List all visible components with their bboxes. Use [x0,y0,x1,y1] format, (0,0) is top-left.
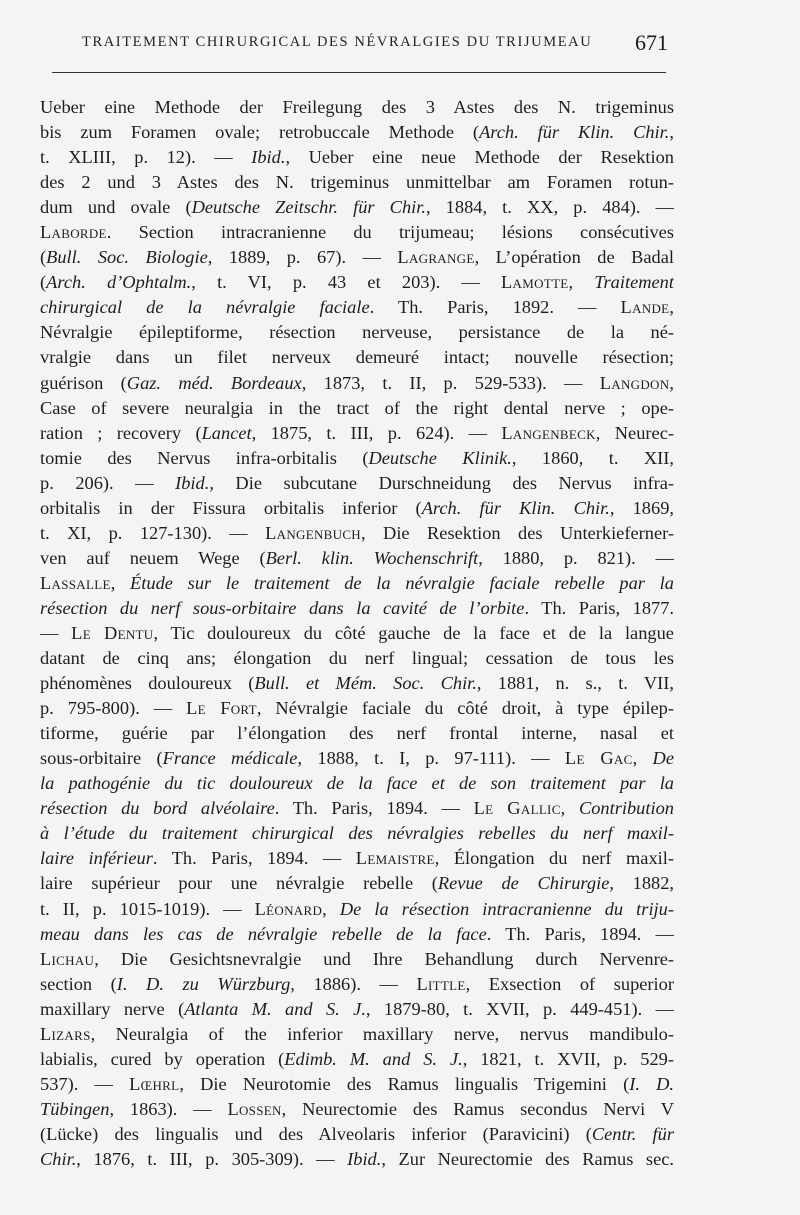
text-line [40,496,674,521]
text-segment: Case of severe neuralgia in the tract of the right dental nerve ; ope- [40,397,674,418]
italic-text: Bull. et Mém. Soc. Chir. [254,673,477,694]
italic-text: Chir. [40,1148,77,1169]
text-line [40,195,674,220]
author-name: Le Dentu [71,622,154,643]
text-segment: , 1880, p. 821). — [478,547,674,568]
text-segment: , Die Resektion des Unterkieferner- [361,522,674,543]
text-line [40,95,674,120]
text-line [40,596,674,621]
italic-text: De [652,748,674,769]
text-segment: vralgie dans un filet nerveux demeuré intact; nouvelle résection; [40,347,674,368]
italic-text: à l’étude du traitement chirurgical des névralgies rebelles du nerf maxil- [40,823,674,844]
header-rule [52,72,666,73]
text-segment: sous-orbitaire ( [40,748,163,769]
text-segment: , 1886). — [290,973,417,994]
text-line [40,521,674,546]
text-segment: datant de cinq ans; élongation du nerf lingual; cessation de tous les [40,648,674,669]
italic-text: Berl. klin. Wochenschrift [265,547,479,568]
text-line [40,295,674,320]
text-line [40,621,674,646]
author-name: Le Gac [564,748,633,769]
text-segment: , Tic douloureux du côté gauche de la face et de la langue [153,622,674,643]
italic-text: Atlanta M. and S. J. [184,998,366,1019]
text-segment: . Th. Paris, 1877. [524,597,674,618]
author-name: Laborde [40,222,107,243]
text-segment: section ( [40,973,117,994]
text-line [40,947,674,972]
text-segment: orbitalis in der Fissura orbitalis inferior ( [40,497,422,518]
text-segment: , 1888, t. I, p. 97-111). — [297,748,565,769]
italic-text: Ibid. [347,1148,382,1169]
text-segment: . Th. Paris, 1894. — [486,923,674,944]
text-line [40,1147,674,1172]
text-segment: , Neurec- [595,422,674,443]
author-name: Lamotte [501,272,569,293]
text-line [40,471,674,496]
text-segment: , Die Gesichtsnevralgie und Ihre Behandlung durch Nervenre- [94,948,674,969]
author-name: Lassalle [40,572,111,593]
italic-text: Deutsche Klinik. [368,447,512,468]
text-segment: maxillary nerve ( [40,998,185,1019]
text-segment: dum und ovale ( [40,197,192,218]
text-segment: , Die Neurotomie des Ramus lingualis Trigemini ( [179,1073,630,1094]
text-line [40,1047,674,1072]
text-segment: , 1860, t. XII, [511,447,674,468]
text-line [40,846,674,871]
text-line [40,571,674,596]
italic-text: Arch. d’Ophtalm. [46,272,192,293]
running-header [52,30,668,60]
text-segment: , 1884, t. XX, p. 484). — [425,197,674,218]
page-number: 671 [635,30,668,55]
text-segment: ration ; recovery ( [40,422,202,443]
text-line [40,145,674,170]
text-line [40,120,674,145]
italic-text: Lancet [201,422,252,443]
text-line [40,1097,674,1122]
text-line [40,997,674,1022]
author-name: Lizars [40,1023,91,1044]
text-segment: phénomènes douloureux ( [40,673,255,694]
text-segment: tiforme, guérie par l’élongation des nerf frontal interne, nasal et [40,723,674,744]
text-segment: Névralgie épileptiforme, résection nerveuse, persistance de la né- [40,322,674,343]
text-segment: , Ueber eine neue Methode der Resektion [285,147,674,168]
italic-text: I. D. [629,1073,674,1094]
author-name: Lossen [227,1098,282,1119]
text-segment: . Section intracranienne du trijumeau; lésions consécutives [106,222,674,243]
text-segment: , Névralgie faciale du côté droit, à type épilep- [256,698,674,719]
text-segment: Ueber eine Methode der Freilegung des 3 Astes des N. trigeminus [40,97,674,117]
text-segment: p. 795-800). — [40,698,187,719]
italic-text: Centr. für [591,1123,674,1144]
text-segment: , Zur Neurectomie des Ramus sec. [381,1148,674,1169]
text-segment: ven auf neuem Wege ( [40,547,266,568]
text-segment: , Neurectomie des Ramus secondus Nervi V [281,1098,674,1119]
author-name: Léonard [254,898,323,919]
text-segment: , [110,572,131,593]
text-segment: , [669,297,674,318]
text-segment: , 1879-80, t. XVII, p. 449-451). — [365,998,674,1019]
text-line [40,421,674,446]
author-name: Lagrange [397,247,475,268]
italic-text: Ibid. [175,472,210,493]
running-title: TRAITEMENT CHIRURGICAL DES NÉVRALGIES DU TRIJUMEAU [82,34,593,50]
text-line [40,396,674,421]
text-segment: guérison ( [40,372,127,393]
author-name: Le Fort [186,698,257,719]
text-segment: , Élongation du nerf maxil- [434,848,674,869]
text-line [40,446,674,471]
text-line [40,245,674,270]
text-segment: , [669,122,674,143]
text-line [40,270,674,295]
text-segment: labialis, cured by operation ( [40,1048,285,1069]
text-segment: , Exsection of superior [465,973,674,994]
author-name: Lemaistre [355,848,435,869]
text-segment: ( [40,272,47,293]
text-segment: p. 206). — [40,472,176,493]
text-line [40,771,674,796]
text-segment: , [568,272,595,293]
text-line [40,170,674,195]
text-segment: , 1881, n. s., t. VII, [476,673,674,694]
italic-text: Edimb. M. and S. J. [284,1048,463,1069]
text-line [40,1022,674,1047]
text-segment: , [322,898,340,919]
text-line [40,796,674,821]
italic-text: Tübingen [40,1098,110,1119]
italic-text: résection du bord alvéolaire [40,798,275,819]
author-name: Langenbuch [265,522,361,543]
text-segment: — [40,622,72,643]
author-name: Le Gallic [473,798,561,819]
text-line [40,320,674,345]
text-line [40,746,674,771]
text-segment: , 1876, t. III, p. 305-309). — [76,1148,348,1169]
text-line [40,671,674,696]
bibliography-text [40,95,674,1172]
text-line [40,1122,674,1147]
text-line [40,220,674,245]
text-segment: , Die subcutane Durschneidung des Nervus infra- [209,472,674,493]
text-segment: laire supérieur pour une névralgie rebelle ( [40,873,438,894]
text-segment: . Th. Paris, 1892. — [369,297,621,318]
text-segment: . Th. Paris, 1894. — [274,798,474,819]
author-name: Lichau [40,948,95,969]
italic-text: meau dans les cas de névralgie rebelle de la face [40,923,487,944]
italic-text: Ibid. [251,147,286,168]
text-line [40,646,674,671]
author-name: Little [416,973,466,994]
italic-text: Étude sur le traitement de la névralgie faciale rebelle par la [130,572,674,593]
text-line [40,546,674,571]
text-line [40,972,674,997]
text-segment: t. XLIII, p. 12). — [40,147,252,168]
italic-text: chirurgical de la névralgie faciale [40,297,370,318]
text-segment: des 2 und 3 Astes des N. trigeminus unmittelbar am Foramen rotun- [40,172,674,193]
text-segment: , 1863). — [109,1098,228,1119]
text-line [40,897,674,922]
text-segment: t. XI, p. 127-130). — [40,522,266,543]
text-line [40,371,674,396]
text-segment: bis zum Foramen ovale; retrobuccale Methode ( [40,122,480,143]
text-segment: ( [40,247,47,268]
text-line [40,721,674,746]
italic-text: France médicale [162,748,298,769]
text-segment: . Th. Paris, 1894. — [152,848,356,869]
text-line [40,696,674,721]
text-line [40,345,674,370]
text-segment: , 1889, p. 67). — [207,247,398,268]
text-segment: 537). — [40,1073,130,1094]
italic-text: I. D. zu Würzburg [116,973,291,994]
text-segment: , 1882, [609,873,674,894]
text-line [40,821,674,846]
text-segment: t. II, p. 1015-1019). — [40,898,255,919]
text-segment: tomie des Nervus infra-orbitalis ( [40,447,369,468]
text-segment: , 1821, t. XVII, p. 529- [462,1048,674,1069]
text-segment: , [632,748,653,769]
italic-text: Contribution [578,798,674,819]
text-line [40,922,674,947]
author-name: Lœhrl [129,1073,180,1094]
italic-text: Deutsche Zeitschr. für Chir. [191,197,426,218]
italic-text: la pathogénie du tic douloureux de la face et de son traitement par la [40,773,674,794]
italic-text: Revue de Chirurgie [437,873,610,894]
text-segment: , 1873, t. II, p. 529-533). — [301,372,600,393]
author-name: Lande [620,297,670,318]
italic-text: De la résection intracranienne du triju- [339,898,674,919]
italic-text: résection du nerf sous-orbitaire dans la cavité de l’orbite [40,597,525,618]
italic-text: Traitement [594,272,674,293]
text-segment: , 1869, [609,497,674,518]
italic-text: Arch. für Klin. Chir. [479,122,670,143]
text-line [40,1072,674,1097]
italic-text: Bull. Soc. Biologie [46,247,208,268]
italic-text: Arch. für Klin. Chir. [421,497,610,518]
text-segment: (Lücke) des lingualis und des Alveolaris inferior (Paravicini) ( [40,1123,592,1144]
text-segment: , [669,372,674,393]
text-segment: , 1875, t. III, p. 624). — [251,422,502,443]
author-name: Langdon [599,372,670,393]
text-segment: , L’opération de Badal [474,247,674,268]
text-segment: , [560,798,579,819]
text-line [40,871,674,896]
italic-text: Gaz. méd. Bordeaux [126,372,302,393]
italic-text: laire inférieur [40,848,153,869]
text-segment: , Neuralgia of the inferior maxillary nerve, nervus mandibulo- [90,1023,674,1044]
text-segment: , t. VI, p. 43 et 203). — [191,272,501,293]
author-name: Langenbeck [501,422,596,443]
